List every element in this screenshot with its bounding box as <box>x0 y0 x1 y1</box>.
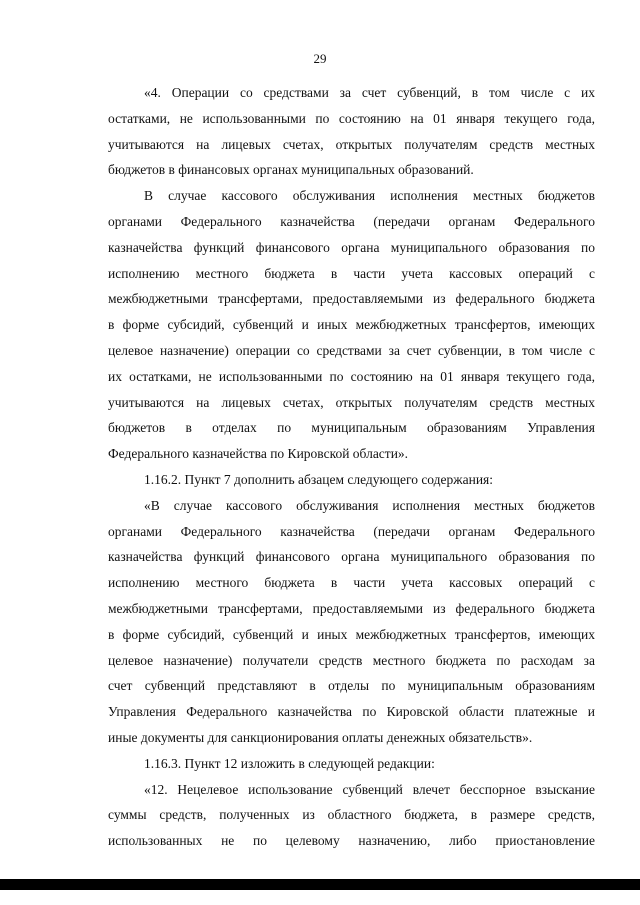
text-line: «В случае кассового обслуживания исполнения местных бюджетов <box>144 497 595 513</box>
text-line: использованных не по целевому назначению, либо приостановление <box>108 833 595 849</box>
text-line: в форме субсидий, субвенций и иных межбюджетных трансфертов, имеющих <box>108 317 595 333</box>
text-line: целевое назначение) получатели средств местного бюджета по расходам за <box>108 652 595 668</box>
text-line: 1.16.3. Пункт 12 изложить в следующей редакции: <box>144 755 435 771</box>
text-line: их остатками, не использованными по состоянию на 01 января текущего года, <box>108 368 595 384</box>
page-number: 29 <box>313 51 327 66</box>
text-line: В случае кассового обслуживания исполнения местных бюджетов <box>144 188 595 204</box>
text-line: органами Федерального казначейства (передачи органам Федерального <box>108 523 595 539</box>
text-line: казначейства функций финансового органа муниципального образования по <box>108 239 595 255</box>
text-line: иные документы для санкционирования оплаты денежных обязательств». <box>108 729 533 745</box>
document-body <box>108 80 595 854</box>
text-line: исполнению местного бюджета в части учета кассовых операций с <box>108 265 595 281</box>
text-line: бюджетов в финансовых органах муниципальных образований. <box>108 162 474 178</box>
text-line: бюджетов в отделах по муниципальным образованиям Управления <box>108 420 595 436</box>
text-line: межбюджетными трансфертами, предоставляемыми из федерального бюджета <box>108 291 595 307</box>
text-line: «12. Нецелевое использование субвенций влечет бесспорное взыскание <box>144 781 595 797</box>
text-line: казначейства функций финансового органа муниципального образования по <box>108 549 595 565</box>
text-line: остатками, не использованными по состоянию на 01 января текущего года, <box>108 110 595 126</box>
text-line: 1.16.2. Пункт 7 дополнить абзацем следующего содержания: <box>144 471 494 487</box>
text-line: учитываются на лицевых счетах, открытых получателям средств местных <box>108 136 595 152</box>
text-line: целевое назначение) операции со средствами за счет субвенции, в том числе с <box>108 342 595 358</box>
text-line: межбюджетными трансфертами, предоставляемыми из федерального бюджета <box>108 600 595 616</box>
text-line: Управления Федерального казначейства по Кировской области платежные и <box>108 704 595 720</box>
text-line: учитываются на лицевых счетах, открытых получателям средств местных <box>108 394 595 410</box>
text-line: органами Федерального казначейства (передачи органам Федерального <box>108 213 595 229</box>
text-line: суммы средств, полученных из областного бюджета, в размере средств, <box>108 807 595 823</box>
text-line: счет субвенций представляют в отделы по муниципальным образованиям <box>108 678 595 694</box>
text-line: в форме субсидий, субвенций и иных межбюджетных трансфертов, имеющих <box>108 626 595 642</box>
text-line: Федерального казначейства по Кировской области». <box>108 446 409 462</box>
scan-edge-bar <box>0 879 640 890</box>
text-line: «4. Операции со средствами за счет субвенций, в том числе с их <box>144 85 595 100</box>
text-line: исполнению местного бюджета в части учета кассовых операций с <box>108 575 595 591</box>
